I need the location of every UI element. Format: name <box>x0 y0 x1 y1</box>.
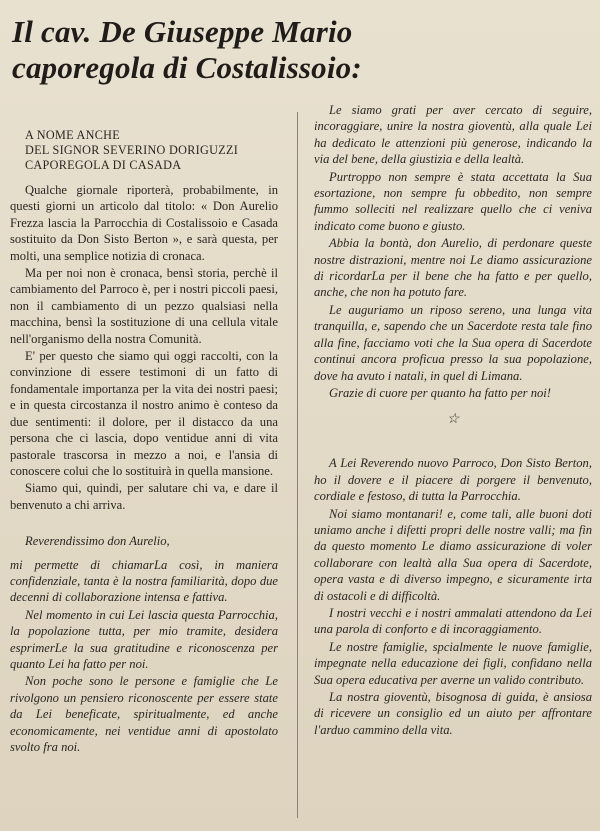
right-column <box>314 102 592 738</box>
letter-paragraph: Le auguriamo un riposo sereno, una lunga vita tranquilla, e, sapendo che un Sacerdote resta tale fino alla fine, facciamo voti che la Sua opera di Sacerdote continui ancora proficua presso la sua popolazione, dove ha avuto i natali, in quel di Limana. <box>314 302 592 383</box>
letter-paragraph: Non poche sono le persone e famiglie che Le rivolgono un pensiero riconoscente per essere state da Lei beneficate, spiritualmente, ed anche economicamente, nei ventidue anni di apostolato svolto fra noi. <box>10 674 278 754</box>
heading-line: DEL SIGNOR SEVERINO DORIGUZZI <box>25 143 239 157</box>
letter-paragraph: Grazie di cuore per quanto ha fatto per noi! <box>329 385 552 400</box>
star-separator-icon: ☆ <box>446 412 460 428</box>
letter-paragraph: Abbia la bontà, don Aurelio, di perdonare queste nostre distrazioni, mentre noi Le diamo assicurazione di ricordarLa per il bene che ha fatto e per quello, anche, che non ha potuto fare. <box>314 236 592 300</box>
letter-paragraph: A Lei Reverendo nuovo Parroco, Don Sisto Berton, ho il dovere e il piacere di porgere il benvenuto, cordiale e festoso, di tutta la Parrocchia. <box>314 456 592 504</box>
letter-paragraph: Le nostre famiglie, spcialmente le nuove famiglie, impegnate nella educazione dei figli, confidano nella Sua opera educativa per averne un valido contributo. <box>314 639 592 687</box>
letter-paragraph: Le siamo grati per aver cercato di seguire, incoraggiare, unire la nostra gioventù, alla quale Lei ha dedicato le attenzioni più generose, indicando la via del bene, della giustizia e della lealtà. <box>314 103 592 167</box>
body-paragraph: E' per questo che siamo qui oggi raccolti, con la convinzione di essere testimoni di un fatto di fondamentale importanza per la vita dei nostri paesi; e in questa circostanza il nostro animo è conteso da due sentimenti: il dolore, per il distacco da una persona che ci lascia, dopo ventidue anni di vita pastorale trascorsa in mezzo a noi, e l'ansia di conoscere colui che lo sostituirà in quella mansione. <box>10 349 278 478</box>
title-line-1: Il cav. De Giuseppe Mario <box>12 14 353 49</box>
body-paragraph: Ma per noi non è cronaca, bensì storia, perchè il cambiamento del Parroco è, per i nostri piccoli paesi, non il cambiamento di un pezzo qualsiasi nella macchina, bensì la sostituzione di una cellula vitale nell'organismo della nostra Comunità. <box>10 266 278 346</box>
body-paragraph: Siamo qui, quindi, per salutare chi va, e dare il benvenuto a chi arriva. <box>10 481 278 512</box>
letter-paragraph: Noi siamo montanari! e, come tali, alle buoni doti uniamo anche i difetti propri delle nostre valli; ma fin da questo momento Le diamo assicurazione di voler collaborare con lealtà alla Sua opera di Sacerdote, opera vasta e di diverso impegno, e sicuramente irta di ostacoli e di difficoltà. <box>314 506 592 603</box>
body-paragraph: Qualche giornale riporterà, probabilmente, in questi giorni un articolo dal titolo: « Don Aurelio Frezza lascia la Parrocchia di Costalissoio e Casada sostituito da Don Sisto Berton », e sarà questa, per molti, una semplice notizia di cronaca. <box>10 183 278 263</box>
letter-paragraph: Purtroppo non sempre è stata accettata la Sua esortazione, non sempre fu obbedito, non sempre fummo solleciti nel realizzare quello che ci veniva indicato come buono e giusto. <box>314 169 592 233</box>
salutation: Reverendissimo don Aurelio, <box>25 534 170 549</box>
left-column <box>10 128 278 755</box>
article-title <box>12 14 592 86</box>
title-line-2: caporegola di Costalissoio: <box>12 50 362 85</box>
section-heading <box>25 128 278 173</box>
letter-paragraph: I nostri vecchi e i nostri ammalati attendono da Lei una parola di conforto e di incoraggiamento. <box>314 605 592 637</box>
heading-line: CAPOREGOLA DI CASADA <box>25 158 182 172</box>
letter-paragraph: mi permette di chiamarLa così, in maniera confidenziale, tanta è la nostra familiarità, dopo due decenni di collaborazione intensa e fattiva. <box>10 557 278 605</box>
heading-line: A NOME ANCHE <box>25 128 121 142</box>
letter-paragraph: Nel momento in cui Lei lascia questa Parrocchia, la popolazione tutta, per mio tramite, desidera esprimerLe la sua gratitudine e riconoscenza per quanto Lei ha fatto per noi. <box>10 607 278 671</box>
letter-paragraph: La nostra gioventù, bisognosa di guida, è ansiosa di ricevere un consiglio ed un aiuto per affrontare l'arduo cammino della vita. <box>314 690 592 737</box>
column-divider <box>297 112 298 818</box>
